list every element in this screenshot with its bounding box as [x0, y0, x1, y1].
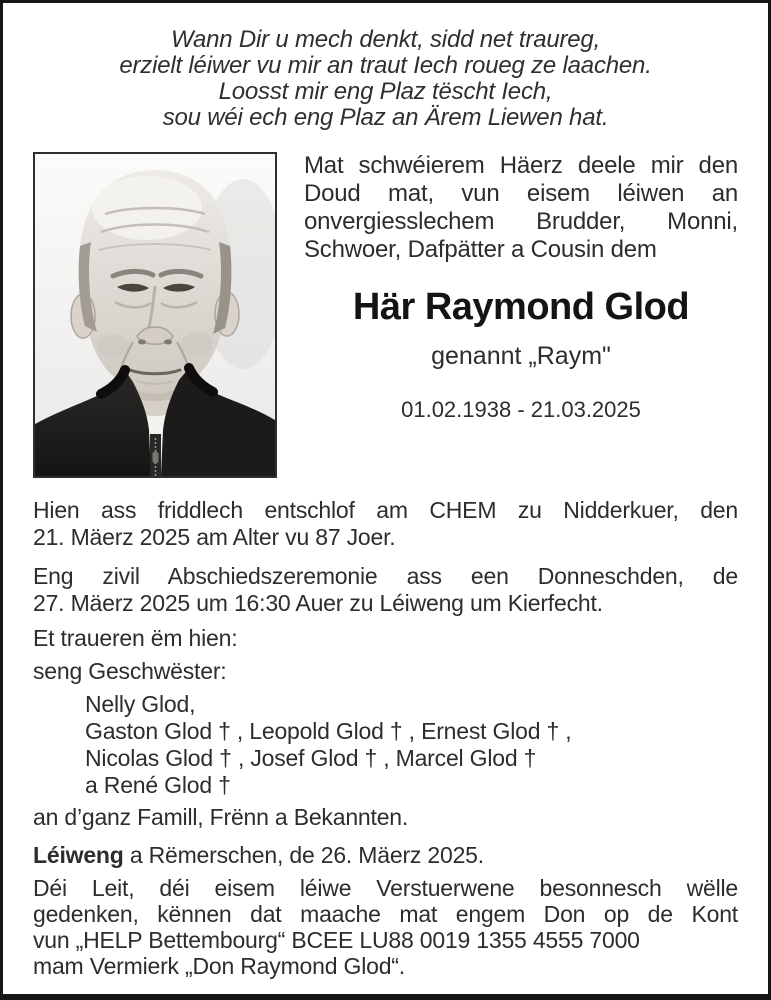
sibling-line: Gaston Glod † , Leopold Glod † , Ernest Glod † , — [85, 718, 572, 744]
death-notice-line: Hien ass friddlech entschlof am CHEM zu Nidderkuer, den — [33, 497, 738, 523]
place-date-rest: a Rëmerschen, de 26. Mäerz 2025. — [123, 842, 484, 868]
sibling-line: Nicolas Glod † , Josef Glod † , Marcel Glod † — [85, 745, 537, 771]
face — [80, 170, 231, 394]
poem-line: Loosst mir eng Plaz tëscht Iech, — [218, 78, 553, 105]
life-dates: 01.02.1938 - 21.03.2025 — [401, 397, 641, 422]
family-line-text: an d’ganz Famill, Frënn a Bekannten. — [33, 804, 409, 830]
memorial-poem — [33, 27, 738, 131]
siblings-list — [33, 691, 738, 799]
intro-line: onvergiesslechem Brudder, Monni, — [304, 208, 738, 235]
announcement-column — [304, 152, 738, 478]
intro-line: Mat schwéierem Häerz deele mir den — [304, 152, 738, 179]
ceremony-line: 27. Mäerz 2025 um 16:30 Auer zu Léiweng um Kierfecht. — [33, 590, 603, 616]
mourning-intro — [33, 625, 738, 652]
portrait-illustration — [35, 154, 275, 476]
mourning-intro-line: Et traueren ëm hien: — [33, 625, 238, 651]
obituary-content — [3, 3, 768, 979]
poem-line: sou wéi ech eng Plaz an Ärem Liewen hat. — [162, 104, 609, 131]
family-line — [33, 804, 738, 831]
poem-line: erzielt léiwer vu mir an traut Iech roueg ze laachen. — [119, 52, 652, 79]
donation-line: gedenken, kënnen dat maache mat engem Don op de Kont — [33, 901, 738, 927]
sibling-line: Nelly Glod, — [85, 691, 196, 717]
death-notice-line: 21. Mäerz 2025 am Alter vu 87 Joer. — [33, 524, 396, 550]
siblings-label-line: seng Geschwëster: — [33, 658, 227, 684]
death-notice-paragraph — [33, 497, 738, 551]
deceased-name: Här Raymond Glod — [352, 286, 690, 328]
donation-line: mam Vermierk „Don Raymond Glod“. — [33, 953, 405, 979]
announcement-intro — [304, 152, 738, 264]
donation-line: Déi Leit, déi eisem léiwe Verstuerwene besonnesch wëlle — [33, 875, 738, 901]
main-row — [33, 152, 738, 478]
poem-line: Wann Dir u mech denkt, sidd net traureg, — [170, 26, 601, 53]
zipper-pull — [153, 452, 159, 463]
intro-line: Schwoer, Dafpätter a Cousin dem — [304, 236, 657, 263]
place-name: Léiweng — [33, 842, 124, 868]
sibling-line: a René Glod † — [85, 772, 231, 798]
place-date-line — [33, 842, 738, 869]
obituary-body — [33, 497, 738, 979]
donation-paragraph — [33, 875, 738, 979]
deceased-nickname: genannt „Raym" — [431, 342, 611, 370]
donation-line: vun „HELP Bettembourg“ BCEE LU88 0019 1355 4555 7000 — [33, 927, 640, 953]
ceremony-paragraph — [33, 563, 738, 617]
ceremony-line: Eng zivil Abschiedszeremonie ass een Donneschden, de — [33, 563, 738, 589]
portrait-photo — [33, 152, 277, 478]
siblings-label — [33, 658, 738, 685]
intro-line: Doud mat, vun eisem léiwen an — [304, 180, 738, 207]
